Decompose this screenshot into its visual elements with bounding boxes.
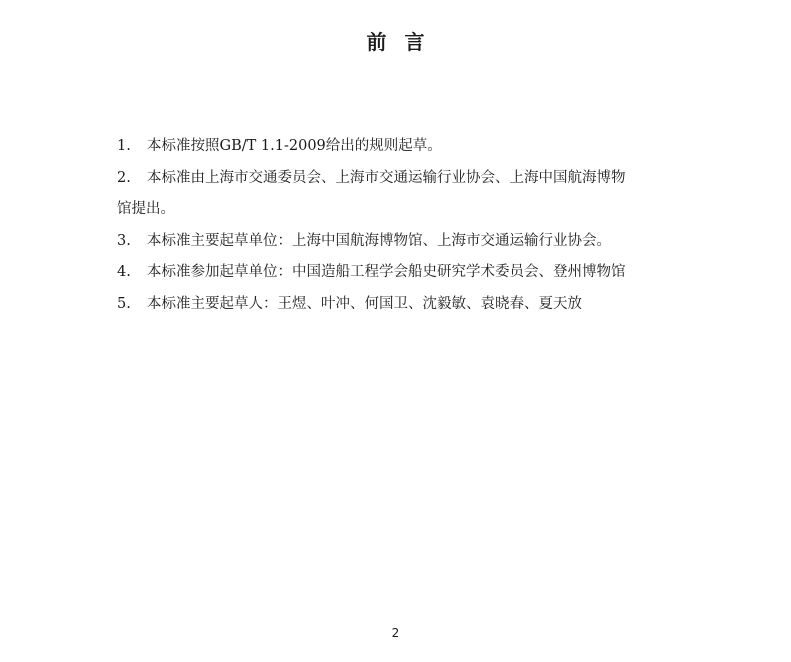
clause-item-1 — [117, 131, 717, 163]
page-number: 2 — [391, 626, 400, 640]
clause-item-5 — [117, 289, 717, 321]
clause-item-4 — [117, 257, 717, 289]
clause-text: 本标准参加起草单位：中国造船工程学会船史研究学术委员会、登州博物馆 — [147, 264, 626, 280]
clause-number: 1. — [117, 138, 131, 154]
clause-text-continuation: 馆提出。 — [117, 201, 175, 217]
clause-item-2 — [117, 163, 717, 226]
clause-number: 5. — [117, 295, 131, 312]
clause-text: 本标准主要起草单位：上海中国航海博物馆、上海市交通运输行业协会。 — [147, 232, 611, 249]
clause-text: 本标准主要起草人：王煜、叶冲、何国卫、沈毅敏、袁晓春、夏天放 — [147, 295, 582, 312]
clause-text: 本标准由上海市交通委员会、上海市交通运输行业协会、上海中国航海博物 — [147, 169, 626, 186]
clause-number: 3. — [117, 232, 131, 249]
clause-number: 4. — [117, 264, 131, 280]
clause-number: 2. — [117, 169, 131, 186]
clause-list — [117, 131, 717, 320]
clause-text: 本标准按照GB/T 1.1-2009给出的规则起草。 — [147, 138, 442, 154]
page-title: 前言 — [366, 30, 443, 54]
clause-item-3 — [117, 226, 717, 258]
